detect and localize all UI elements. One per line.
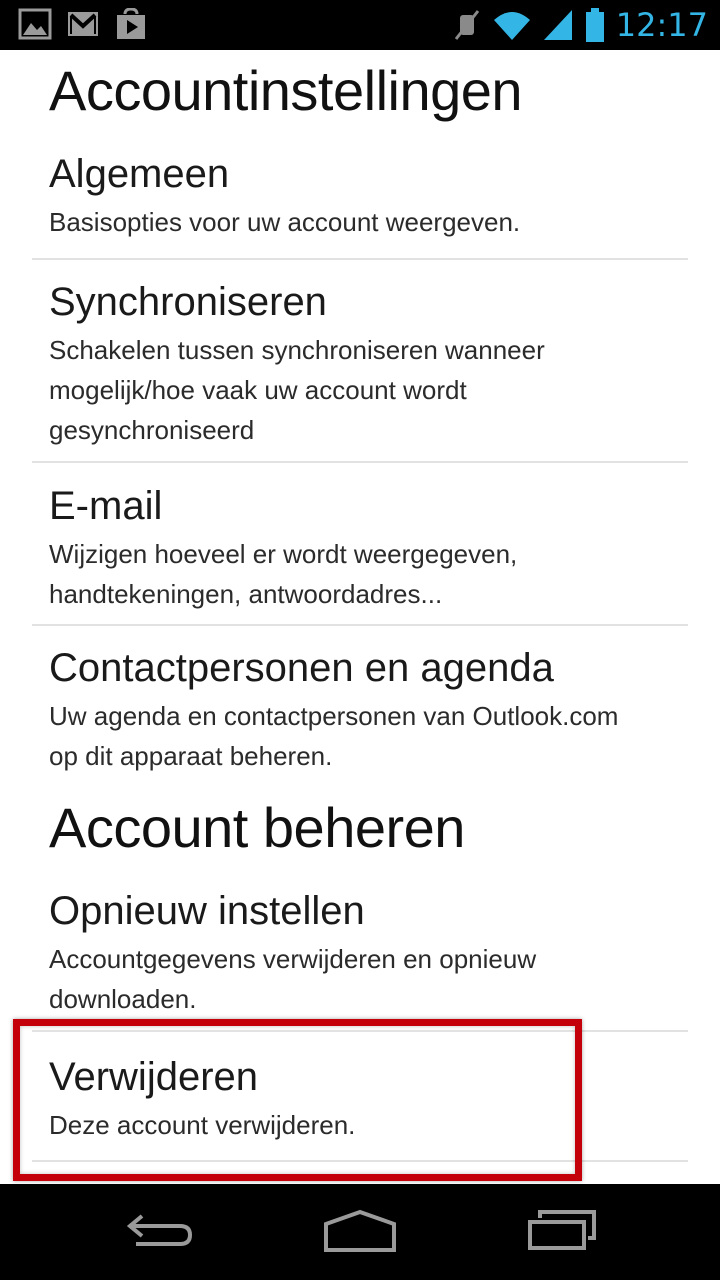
divider bbox=[32, 624, 688, 626]
play-store-icon bbox=[114, 8, 148, 40]
divider bbox=[32, 1160, 688, 1162]
setting-description: Basisopties voor uw account weergeven. bbox=[49, 207, 521, 237]
section-title-manage: Account beheren bbox=[49, 796, 465, 859]
recent-apps-icon[interactable] bbox=[526, 1206, 598, 1254]
clock: 12:17 bbox=[615, 6, 708, 44]
setting-item-reset[interactable] bbox=[32, 887, 688, 1027]
page-title: Accountinstellingen bbox=[49, 59, 523, 122]
setting-title: Algemeen bbox=[49, 152, 230, 196]
gmail-icon bbox=[66, 8, 100, 40]
setting-description: Schakelen tussen synchroniseren wanneer mogelijk/hoe vaak uw account wordt gesynchroniseerd bbox=[49, 335, 545, 445]
navigation-bar bbox=[0, 1184, 720, 1280]
back-icon[interactable] bbox=[124, 1206, 196, 1254]
setting-description: Accountgegevens verwijderen en opnieuw downloaden. bbox=[49, 944, 537, 1014]
setting-description: Wijzigen hoeveel er wordt weergegeven, handtekeningen, antwoordadres... bbox=[49, 539, 518, 609]
signal-icon bbox=[542, 8, 574, 42]
setting-title: Verwijderen bbox=[49, 1055, 259, 1099]
setting-description: Deze account verwijderen. bbox=[49, 1110, 356, 1140]
divider bbox=[32, 1030, 688, 1032]
divider bbox=[32, 461, 688, 463]
setting-title: E-mail bbox=[49, 484, 163, 528]
gallery-icon bbox=[18, 8, 52, 40]
wifi-icon bbox=[492, 8, 532, 42]
status-bar bbox=[0, 0, 720, 50]
setting-title: Opnieuw instellen bbox=[49, 889, 365, 933]
battery-icon bbox=[584, 7, 606, 43]
divider bbox=[32, 258, 688, 260]
setting-item-sync[interactable] bbox=[32, 278, 688, 462]
setting-item-general[interactable] bbox=[32, 150, 688, 258]
mute-icon bbox=[452, 7, 482, 43]
setting-item-email[interactable] bbox=[32, 482, 688, 626]
setting-title: Contactpersonen en agenda bbox=[49, 646, 554, 690]
setting-item-contacts-calendar[interactable] bbox=[32, 644, 688, 784]
setting-item-delete[interactable] bbox=[32, 1053, 688, 1161]
setting-title: Synchroniseren bbox=[49, 280, 327, 324]
setting-description: Uw agenda en contactpersonen van Outlook.com op dit apparaat beheren. bbox=[49, 701, 619, 771]
home-icon[interactable] bbox=[322, 1206, 398, 1254]
